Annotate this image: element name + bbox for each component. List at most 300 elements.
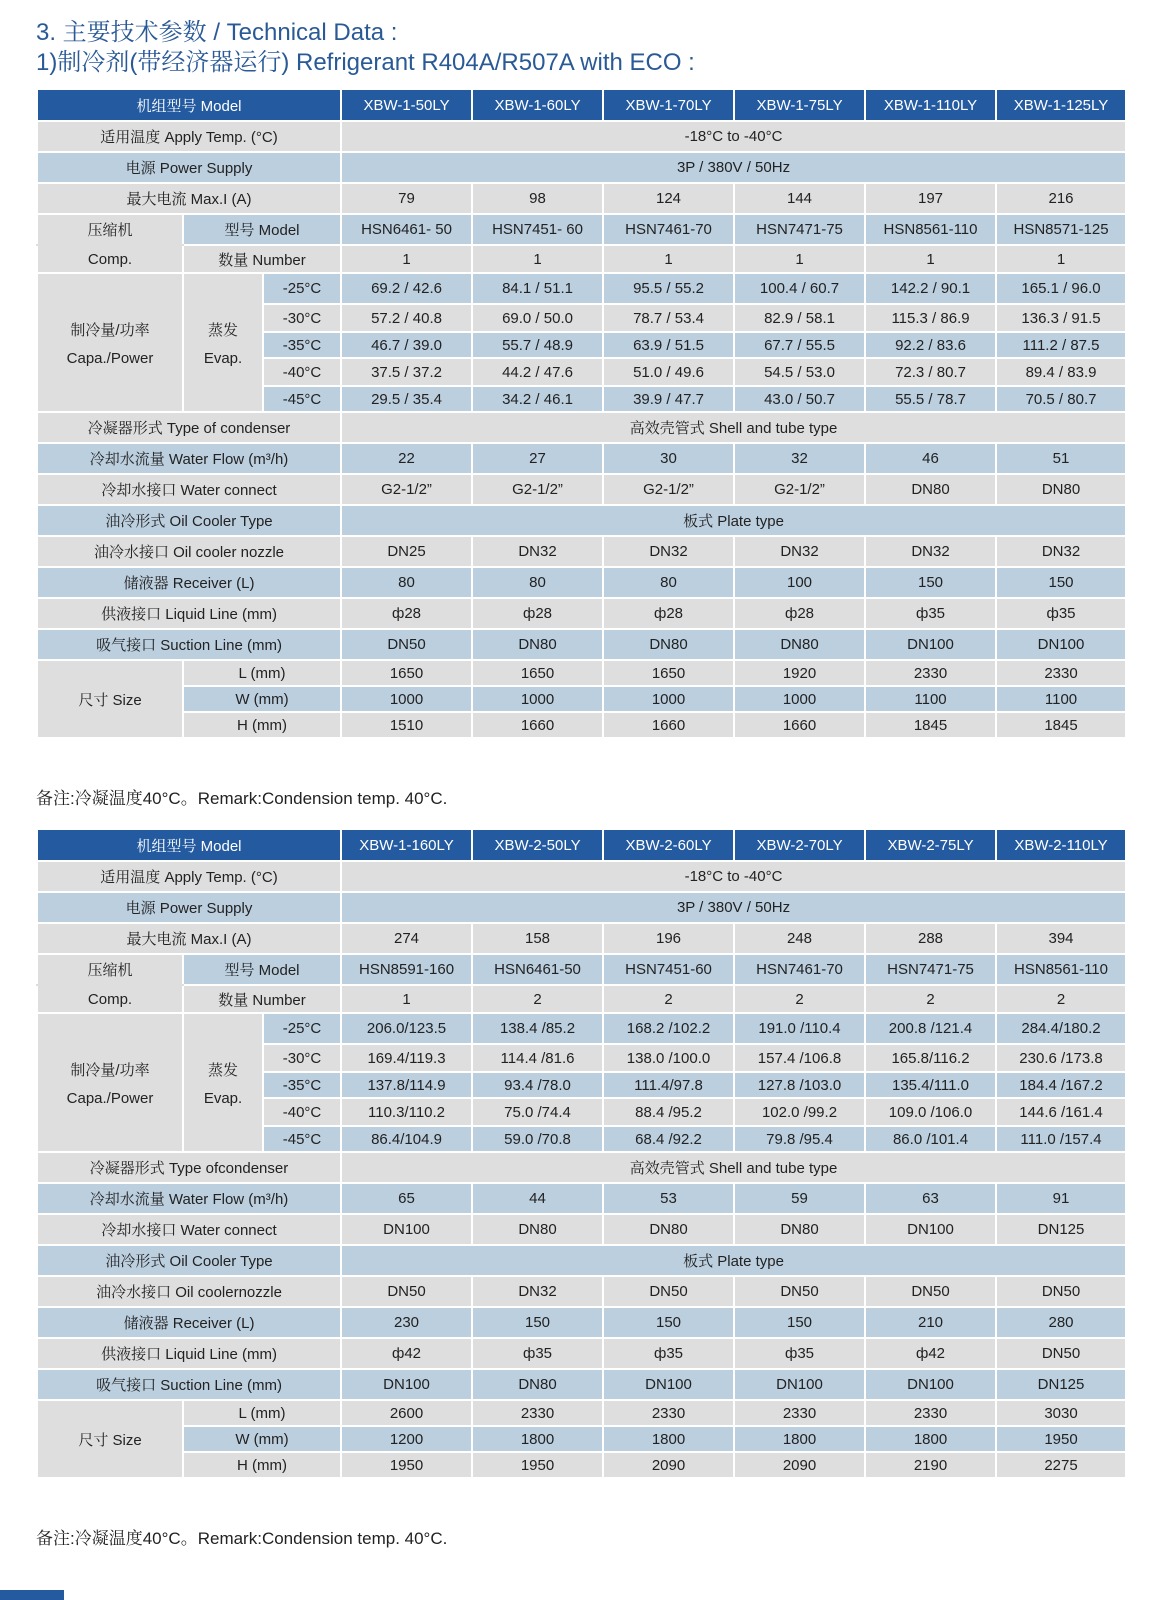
size-value: 1660 [603,712,734,738]
water-flow-value: 59 [734,1183,865,1214]
oil-cooler-nozzle-value: DN32 [865,536,996,567]
model-header: XBW-1-125LY [996,89,1126,121]
oil-cooler-nozzle-value: DN50 [996,1276,1126,1307]
suction-line-value: DN50 [341,629,472,660]
max-current-value: 216 [996,183,1126,214]
suction-line-label: 吸气接口 Suction Line (mm) [37,629,341,660]
oil-cooler-type-row [37,1245,1126,1276]
size-value: 1000 [734,686,865,712]
max-current-value: 158 [472,923,603,954]
water-connect-value: G2-1/2” [734,474,865,505]
evap-label-cn: 蒸发 [207,1061,238,1079]
water-flow-value: 22 [341,443,472,474]
capacity-value: 79.8 /95.4 [734,1126,865,1152]
water-flow-value: 44 [472,1183,603,1214]
suction-line-value: DN80 [472,1369,603,1400]
comp-number-value: 1 [996,245,1126,273]
size-row [37,660,1126,686]
capacity-value: 88.4 /95.2 [603,1098,734,1126]
model-header: XBW-2-110LY [996,829,1126,861]
evap-label-cn: 蒸发 [207,321,238,339]
evap-temp: -25°C [263,273,341,304]
water-flow-value: 63 [865,1183,996,1214]
size-row [37,1400,1126,1426]
remark-1: 备注:冷凝温度40°C。Remark:Condension temp. 40°C. [36,789,448,808]
suction-line-row [37,1369,1126,1400]
oil-cooler-nozzle-row [37,1276,1126,1307]
capacity-value: 102.0 /99.2 [734,1098,865,1126]
capacity-label-en: Capa./Power [66,349,154,367]
liquid-line-row [37,598,1126,629]
liquid-line-value: ф42 [341,1338,472,1369]
size-value: 1000 [341,686,472,712]
capacity-label-cn: 制冷量/功率 [70,1061,150,1079]
comp-model-value: HSN7471-75 [865,954,996,985]
oil-cooler-type-label: 油冷形式 Oil Cooler Type [37,1245,341,1276]
power-supply-value: 3P / 380V / 50Hz [341,152,1126,183]
capacity-value: 200.8 /121.4 [865,1013,996,1044]
suction-line-value: DN100 [734,1369,865,1400]
capacity-value: 78.7 / 53.4 [603,304,734,332]
liquid-line-label: 供液接口 Liquid Line (mm) [37,598,341,629]
comp-model-value: HSN7461-70 [734,954,865,985]
comp-number-value: 2 [734,985,865,1013]
water-connect-value: DN80 [603,1214,734,1245]
comp-number-value: 1 [734,245,865,273]
water-connect-value: G2-1/2” [472,474,603,505]
capacity-row [37,273,1126,304]
apply-temp-row [37,861,1126,892]
capacity-value: 95.5 / 55.2 [603,273,734,304]
size-row [37,712,1126,738]
size-value: 1920 [734,660,865,686]
size-value: 3030 [996,1400,1126,1426]
capacity-value: 169.4/119.3 [341,1044,472,1072]
apply-temp-value: -18°C to -40°C [341,121,1126,152]
max-current-value: 288 [865,923,996,954]
receiver-value: 80 [603,567,734,598]
liquid-line-value: ф28 [472,598,603,629]
suction-line-value: DN100 [603,1369,734,1400]
comp-number-value: 1 [341,985,472,1013]
size-value: 2190 [865,1452,996,1478]
capacity-value: 43.0 / 50.7 [734,386,865,412]
model-header: XBW-1-75LY [734,89,865,121]
water-flow-row [37,1183,1126,1214]
water-connect-value: DN80 [472,1214,603,1245]
comp-number-value: 1 [341,245,472,273]
comp-label-cn: 压缩机 [37,954,183,985]
model-header: XBW-1-110LY [865,89,996,121]
capacity-value: 206.0/123.5 [341,1013,472,1044]
capacity-value: 136.3 / 91.5 [996,304,1126,332]
capacity-value: 29.5 / 35.4 [341,386,472,412]
apply-temp-value: -18°C to -40°C [341,861,1126,892]
size-value: 1650 [341,660,472,686]
size-value: 1660 [472,712,603,738]
size-value: 2330 [472,1400,603,1426]
capacity-value: 110.3/110.2 [341,1098,472,1126]
capacity-value: 100.4 / 60.7 [734,273,865,304]
water-flow-value: 32 [734,443,865,474]
capacity-value: 55.7 / 48.9 [472,332,603,358]
apply-temp-label: 适用温度 Apply Temp. (°C) [37,121,341,152]
power-supply-row [37,892,1126,923]
water-flow-row [37,443,1126,474]
size-value: 1800 [472,1426,603,1452]
size-value: 1510 [341,712,472,738]
comp-model-value: HSN8561-110 [996,954,1126,985]
suction-line-value: DN100 [996,629,1126,660]
capacity-value: 70.5 / 80.7 [996,386,1126,412]
suction-line-value: DN80 [734,629,865,660]
header-row [37,829,1126,861]
water-flow-value: 53 [603,1183,734,1214]
liquid-line-value: ф28 [341,598,472,629]
power-supply-label: 电源 Power Supply [37,152,341,183]
oil-cooler-type-value: 板式 Plate type [341,505,1126,536]
capacity-value: 144.6 /161.4 [996,1098,1126,1126]
size-dimension-label: L (mm) [183,1400,341,1426]
receiver-value: 280 [996,1307,1126,1338]
model-header-label: 机组型号 Model [37,89,341,121]
comp-model-value: HSN6461-50 [472,954,603,985]
capacity-value: 54.5 / 53.0 [734,358,865,386]
size-value: 2090 [734,1452,865,1478]
size-value: 2330 [996,660,1126,686]
comp-model-value: HSN7451- 60 [472,214,603,245]
apply-temp-row [37,121,1126,152]
liquid-line-value: ф28 [734,598,865,629]
receiver-value: 100 [734,567,865,598]
suction-line-value: DN80 [472,629,603,660]
capacity-value: 138.0 /100.0 [603,1044,734,1072]
section-title: 3. 主要技术参数 / Technical Data : [36,19,398,46]
capacity-value: 55.5 / 78.7 [865,386,996,412]
water-flow-value: 46 [865,443,996,474]
capacity-value: 111.4/97.8 [603,1072,734,1098]
max-current-value: 79 [341,183,472,214]
size-label: 尺寸 Size [37,1400,183,1478]
max-current-row [37,183,1126,214]
evap-temp: -40°C [263,358,341,386]
capacity-value: 109.0 /106.0 [865,1098,996,1126]
max-current-value: 98 [472,183,603,214]
liquid-line-value: ф35 [996,598,1126,629]
evap-label [183,273,263,412]
model-header: XBW-2-75LY [865,829,996,861]
size-value: 2330 [865,1400,996,1426]
max-current-label: 最大电流 Max.I (A) [37,923,341,954]
liquid-line-value: ф28 [603,598,734,629]
oil-cooler-nozzle-value: DN32 [734,536,865,567]
capacity-value: 86.4/104.9 [341,1126,472,1152]
oil-cooler-nozzle-value: DN25 [341,536,472,567]
suction-line-label: 吸气接口 Suction Line (mm) [37,1369,341,1400]
model-header: XBW-2-50LY [472,829,603,861]
comp-number-value: 2 [603,985,734,1013]
max-current-row [37,923,1126,954]
liquid-line-value: ф35 [472,1338,603,1369]
capacity-value: 93.4 /78.0 [472,1072,603,1098]
evap-label [183,1013,263,1152]
comp-model-value: HSN6461- 50 [341,214,472,245]
capacity-value: 165.8/116.2 [865,1044,996,1072]
size-row [37,1452,1126,1478]
size-value: 1950 [341,1452,472,1478]
comp-number-label: 数量 Number [183,245,341,273]
capacity-value: 111.0 /157.4 [996,1126,1126,1152]
comp-number-row [37,985,1126,1013]
capacity-value: 72.3 / 80.7 [865,358,996,386]
size-value: 1660 [734,712,865,738]
water-connect-row [37,1214,1126,1245]
water-connect-row [37,474,1126,505]
size-value: 1950 [472,1452,603,1478]
size-value: 2090 [603,1452,734,1478]
capacity-value: 34.2 / 46.1 [472,386,603,412]
model-header: XBW-1-70LY [603,89,734,121]
condenser-type-value: 高效壳管式 Shell and tube type [341,1152,1126,1183]
suction-line-value: DN125 [996,1369,1126,1400]
suction-line-value: DN100 [865,629,996,660]
suction-line-row [37,629,1126,660]
evap-temp: -40°C [263,1098,341,1126]
size-value: 2275 [996,1452,1126,1478]
max-current-value: 197 [865,183,996,214]
refrigerant-subtitle: 1)制冷剂(带经济器运行) Refrigerant R404A/R507A with ECO : [36,49,695,76]
capacity-value: 138.4 /85.2 [472,1013,603,1044]
comp-model-value: HSN8591-160 [341,954,472,985]
receiver-label: 储液器 Receiver (L) [37,567,341,598]
water-connect-label: 冷却水接口 Water connect [37,1214,341,1245]
liquid-line-row [37,1338,1126,1369]
max-current-value: 248 [734,923,865,954]
water-connect-value: G2-1/2” [341,474,472,505]
size-dimension-label: W (mm) [183,686,341,712]
water-flow-label: 冷却水流量 Water Flow (m³/h) [37,1183,341,1214]
capacity-value: 135.4/111.0 [865,1072,996,1098]
water-flow-value: 27 [472,443,603,474]
capacity-value: 230.6 /173.8 [996,1044,1126,1072]
water-connect-value: DN100 [341,1214,472,1245]
capacity-value: 46.7 / 39.0 [341,332,472,358]
evap-temp: -30°C [263,1044,341,1072]
capacity-row [37,1013,1126,1044]
evap-temp: -30°C [263,304,341,332]
capacity-value: 57.2 / 40.8 [341,304,472,332]
condenser-type-label: 冷凝器形式 Type ofcondenser [37,1152,341,1183]
capacity-value: 44.2 / 47.6 [472,358,603,386]
size-value: 1800 [865,1426,996,1452]
comp-number-value: 1 [865,245,996,273]
oil-cooler-type-value: 板式 Plate type [341,1245,1126,1276]
oil-cooler-nozzle-row [37,536,1126,567]
power-supply-row [37,152,1126,183]
oil-cooler-nozzle-value: DN50 [341,1276,472,1307]
receiver-value: 150 [734,1307,865,1338]
capacity-label-en: Capa./Power [66,1089,154,1107]
liquid-line-value: ф42 [865,1338,996,1369]
comp-label-en: Comp. [37,985,183,1013]
receiver-value: 210 [865,1307,996,1338]
model-header: XBW-2-70LY [734,829,865,861]
comp-model-label: 型号 Model [183,954,341,985]
footer-accent-bar [0,1590,64,1600]
comp-model-row [37,214,1126,245]
receiver-row [37,567,1126,598]
capacity-value: 142.2 / 90.1 [865,273,996,304]
condenser-type-row [37,1152,1126,1183]
water-flow-label: 冷却水流量 Water Flow (m³/h) [37,443,341,474]
capacity-value: 69.2 / 42.6 [341,273,472,304]
comp-model-value: HSN7471-75 [734,214,865,245]
capacity-value: 111.2 / 87.5 [996,332,1126,358]
comp-number-value: 2 [996,985,1126,1013]
comp-number-value: 2 [472,985,603,1013]
size-value: 1845 [996,712,1126,738]
size-value: 1800 [603,1426,734,1452]
suction-line-value: DN100 [341,1369,472,1400]
comp-label-cn: 压缩机 [37,214,183,245]
receiver-label: 储液器 Receiver (L) [37,1307,341,1338]
water-connect-value: DN125 [996,1214,1126,1245]
receiver-row [37,1307,1126,1338]
capacity-value: 59.0 /70.8 [472,1126,603,1152]
oil-cooler-type-label: 油冷形式 Oil Cooler Type [37,505,341,536]
size-value: 1800 [734,1426,865,1452]
receiver-value: 150 [996,567,1126,598]
max-current-value: 274 [341,923,472,954]
size-value: 2330 [865,660,996,686]
size-dimension-label: H (mm) [183,712,341,738]
capacity-value: 115.3 / 86.9 [865,304,996,332]
oil-cooler-nozzle-value: DN50 [734,1276,865,1307]
spec-table-2 [36,828,1127,1479]
capacity-value: 137.8/114.9 [341,1072,472,1098]
oil-cooler-nozzle-value: DN50 [865,1276,996,1307]
size-value: 1000 [603,686,734,712]
power-supply-label: 电源 Power Supply [37,892,341,923]
comp-label-en: Comp. [37,245,183,273]
suction-line-value: DN80 [603,629,734,660]
oil-cooler-nozzle-value: DN50 [603,1276,734,1307]
oil-cooler-nozzle-value: DN32 [603,536,734,567]
oil-cooler-nozzle-value: DN32 [472,1276,603,1307]
capacity-value: 68.4 /92.2 [603,1126,734,1152]
comp-model-value: HSN8561-110 [865,214,996,245]
max-current-value: 124 [603,183,734,214]
water-connect-value: G2-1/2” [603,474,734,505]
receiver-value: 150 [865,567,996,598]
liquid-line-value: ф35 [865,598,996,629]
capacity-label-cn: 制冷量/功率 [70,321,150,339]
evap-temp: -35°C [263,1072,341,1098]
capacity-value: 165.1 / 96.0 [996,273,1126,304]
liquid-line-value: ф35 [734,1338,865,1369]
capacity-value: 69.0 / 50.0 [472,304,603,332]
size-value: 2330 [603,1400,734,1426]
size-value: 1100 [996,686,1126,712]
spec-table-1 [36,88,1127,739]
capacity-value: 284.4/180.2 [996,1013,1126,1044]
water-connect-value: DN80 [865,474,996,505]
water-connect-value: DN80 [734,1214,865,1245]
model-header-label: 机组型号 Model [37,829,341,861]
size-row [37,686,1126,712]
capacity-label [37,273,183,412]
condenser-type-row [37,412,1126,443]
receiver-value: 150 [472,1307,603,1338]
size-value: 1100 [865,686,996,712]
oil-cooler-nozzle-label: 油冷水接口 Oil cooler nozzle [37,536,341,567]
power-supply-value: 3P / 380V / 50Hz [341,892,1126,923]
water-flow-value: 65 [341,1183,472,1214]
model-header: XBW-1-50LY [341,89,472,121]
comp-model-value: HSN7461-70 [603,214,734,245]
comp-number-label: 数量 Number [183,985,341,1013]
size-value: 1000 [472,686,603,712]
capacity-value: 84.1 / 51.1 [472,273,603,304]
comp-number-value: 1 [472,245,603,273]
model-header: XBW-1-160LY [341,829,472,861]
capacity-value: 86.0 /101.4 [865,1126,996,1152]
size-value: 1845 [865,712,996,738]
liquid-line-value: ф35 [603,1338,734,1369]
evap-label-en: Evap. [203,349,243,367]
capacity-value: 82.9 / 58.1 [734,304,865,332]
capacity-value: 157.4 /106.8 [734,1044,865,1072]
capacity-value: 191.0 /110.4 [734,1013,865,1044]
max-current-value: 144 [734,183,865,214]
model-header: XBW-2-60LY [603,829,734,861]
comp-model-value: HSN8571-125 [996,214,1126,245]
evap-temp: -35°C [263,332,341,358]
capacity-value: 89.4 / 83.9 [996,358,1126,386]
receiver-value: 150 [603,1307,734,1338]
water-connect-label: 冷却水接口 Water connect [37,474,341,505]
header-row [37,89,1126,121]
remark-2: 备注:冷凝温度40°C。Remark:Condension temp. 40°C. [36,1529,448,1548]
size-label: 尺寸 Size [37,660,183,738]
max-current-value: 196 [603,923,734,954]
water-flow-value: 30 [603,443,734,474]
size-value: 1650 [472,660,603,686]
size-value: 1650 [603,660,734,686]
capacity-value: 63.9 / 51.5 [603,332,734,358]
comp-number-value: 2 [865,985,996,1013]
evap-temp: -25°C [263,1013,341,1044]
size-value: 2600 [341,1400,472,1426]
liquid-line-value: DN50 [996,1338,1126,1369]
water-connect-value: DN100 [865,1214,996,1245]
oil-cooler-type-row [37,505,1126,536]
size-value: 1200 [341,1426,472,1452]
size-dimension-label: L (mm) [183,660,341,686]
liquid-line-label: 供液接口 Liquid Line (mm) [37,1338,341,1369]
capacity-value: 37.5 / 37.2 [341,358,472,386]
capacity-value: 184.4 /167.2 [996,1072,1126,1098]
receiver-value: 80 [341,567,472,598]
evap-label-en: Evap. [203,1089,243,1107]
evap-temp: -45°C [263,386,341,412]
condenser-type-label: 冷凝器形式 Type of condenser [37,412,341,443]
size-value: 1950 [996,1426,1126,1452]
size-value: 2330 [734,1400,865,1426]
comp-model-label: 型号 Model [183,214,341,245]
capacity-value: 92.2 / 83.6 [865,332,996,358]
water-flow-value: 51 [996,443,1126,474]
